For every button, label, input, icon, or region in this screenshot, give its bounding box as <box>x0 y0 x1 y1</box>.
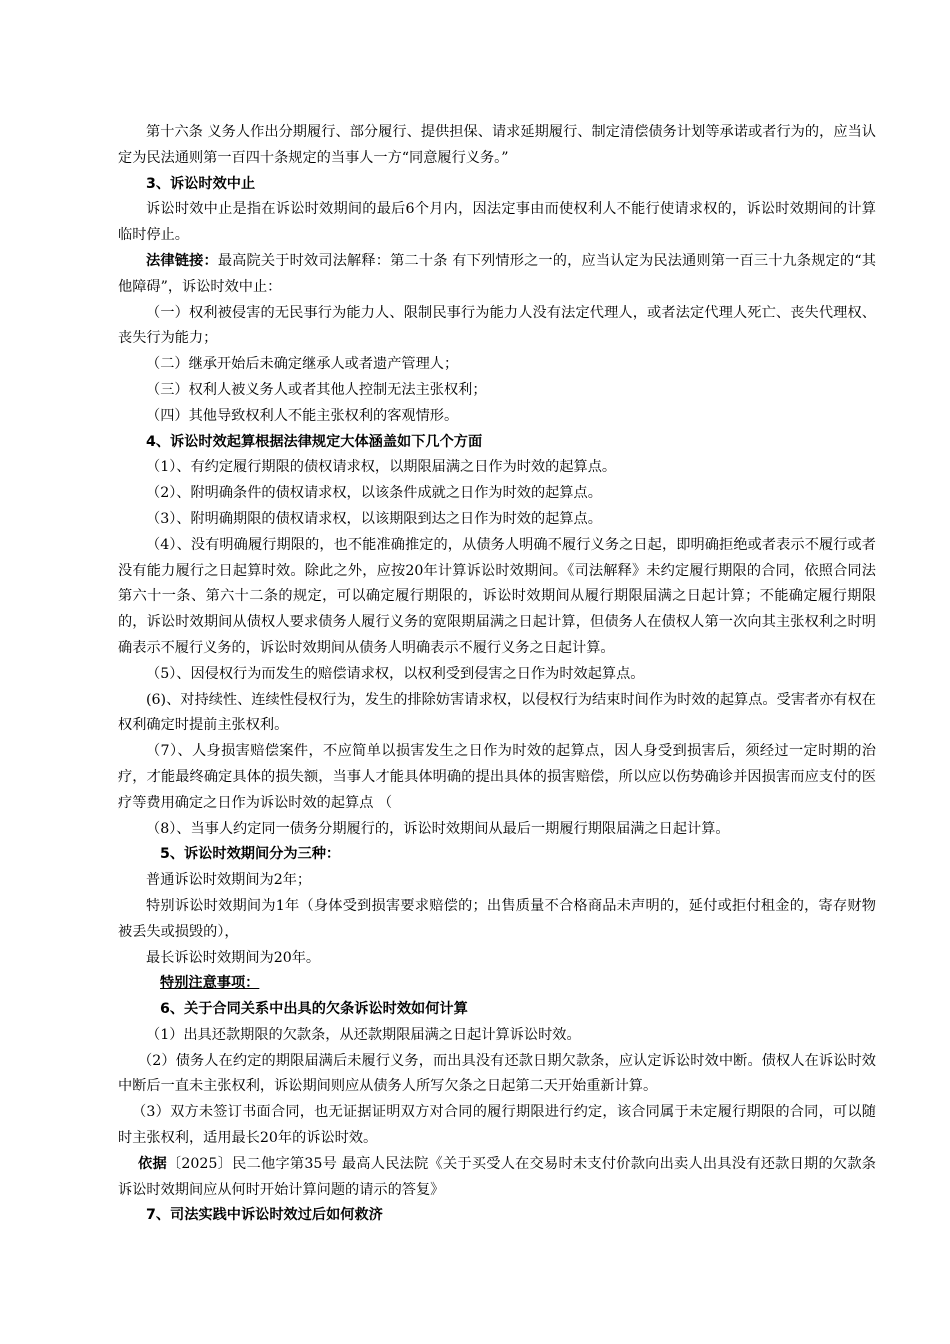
start-point-3: （3）、附明确期限的债权请求权，以该期限到达之日作为时效的起算点。 <box>146 510 602 527</box>
paragraph-legal-link <box>118 249 876 301</box>
legal-link-text: 最高院关于时效司法解释：第二十条 有下列情形之一的，应当认定为民法通则第一百三十九条规定的“其他障碍”，诉讼时效中止： <box>118 252 876 295</box>
iou-item-1: （1）出具还款期限的欠款条，从还款期限届满之日起计算诉讼时效。 <box>146 1026 581 1043</box>
basis-text: 〔2025〕民二他字第35号 最高人民法院《关于买受人在交易时未支付价款向出卖人出具没有还款日期的欠款条诉讼时效期间应从何时开始计算问题的请示的答复》 <box>118 1155 876 1198</box>
period-special: 特别诉讼时效期间为1年（身体受到损害要求赔偿的；出售质量不合格商品未声明的，延付或拒付租金的，寄存财物被丢失或损毁的）， <box>118 897 876 940</box>
special-notes-heading: 特别注意事项： <box>160 975 260 992</box>
legal-link-label: 法律链接： <box>146 252 218 269</box>
heading-periods: 5、诉讼时效期间分为三种： <box>160 846 341 863</box>
paragraph-basis <box>118 1152 876 1204</box>
iou-item-3: （3）双方未签订书面合同，也无证据证明双方对合同的履行期限进行约定，该合同属于未定履行期限的合同，可以随时主张权利，适用最长20年的诉讼时效。 <box>118 1104 876 1147</box>
list-item-3: （三）权利人被义务人或者其他人控制无法主张权利； <box>146 381 487 398</box>
heading-iou: 6、关于合同关系中出具的欠条诉讼时效如何计算 <box>160 1001 468 1018</box>
iou-item-2: （2）债务人在约定的期限届满后未履行义务，而出具没有还款日期欠款条，应认定诉讼时效中断。债权人在诉讼时效中断后一直未主张权利，诉讼期间则应从债务人所写欠条之日起第二天开始重新计算。 <box>118 1052 876 1095</box>
basis-label: 依据 <box>138 1155 167 1172</box>
paragraph-article-16: 第十六条 义务人作出分期履行、部分履行、提供担保、请求延期履行、制定清偿债务计划等承诺或者行为的，应当认定为民法通则第一百四十条规定的当事人一方“同意履行义务。” <box>118 124 876 166</box>
period-ordinary: 普通诉讼时效期间为2年； <box>146 872 312 889</box>
heading-start-point: 4、诉讼时效起算根据法律规定大体涵盖如下几个方面 <box>146 433 483 450</box>
start-point-2: （2）、附明确条件的债权请求权，以该条件成就之日作为时效的起算点。 <box>146 485 602 502</box>
start-point-1: （1）、有约定履行期限的债权请求权，以期限届满之日作为时效的起算点。 <box>146 459 617 476</box>
paragraph-suspension-definition: 诉讼时效中止是指在诉讼时效期间的最后6个月内，因法定事由而使权利人不能行使请求权的，诉讼时效期间的计算临时停止。 <box>118 201 876 244</box>
heading-remedy: 7、司法实践中诉讼时效过后如何救济 <box>146 1207 383 1224</box>
document-page <box>118 120 876 1229</box>
start-point-4: （4）、没有明确履行期限的，也不能准确推定的，从债务人明确不履行义务之日起，即明确拒绝或者表示不履行或者没有能力履行之日起算时效。除此之外，应按20年计算诉讼时效期间。《司法解释》未约定履行期限的合同，依照合同法第六十一条、第六十二条的规定，可以确定履行期限的，诉讼时效期间从履行期限届满之日起计算；不能确定履行期限的，诉讼时效期间从债权人要求债务人履行义务的宽限期届满之日起计算，但债务人在债权人第一次向其主张权利之时明确表示不履行义务的，诉讼时效期间从债务人明确表示不履行义务之日起计算。 <box>118 536 876 656</box>
heading-suspension: 3、诉讼时效中止 <box>146 175 256 192</box>
list-item-2: （二）继承开始后未确定继承人或者遗产管理人； <box>146 356 459 373</box>
period-longest: 最长诉讼时效期间为20年。 <box>146 949 321 966</box>
start-point-7: （7）、人身损害赔偿案件，不应简单以损害发生之日作为时效的起算点，因人身受到损害后，须经过一定时期的治疗，才能最终确定具体的损失额，当事人才能具体明确的提出具体的损害赔偿，所以应以伤势确诊并因损害而应支付的医疗等费用确定之日作为诉讼时效的起算点 （ <box>118 743 876 811</box>
list-item-4: （四）其他导致权利人不能主张权利的客观情形。 <box>146 407 459 424</box>
start-point-6: (6)、对持续性、连续性侵权行为，发生的排除妨害请求权，以侵权行为结束时间作为时效的起算点。受害者亦有权在权利确定时提前主张权利。 <box>118 691 876 734</box>
start-point-8: （8）、当事人约定同一债务分期履行的，诉讼时效期间从最后一期履行期限届满之日起计算。 <box>146 820 730 837</box>
start-point-5: （5）、因侵权行为而发生的赔偿请求权，以权利受到侵害之日作为时效起算点。 <box>146 665 645 682</box>
list-item-1: （一）权利被侵害的无民事行为能力人、限制民事行为能力人没有法定代理人，或者法定代理人死亡、丧失代理权、丧失行为能力； <box>118 304 876 347</box>
